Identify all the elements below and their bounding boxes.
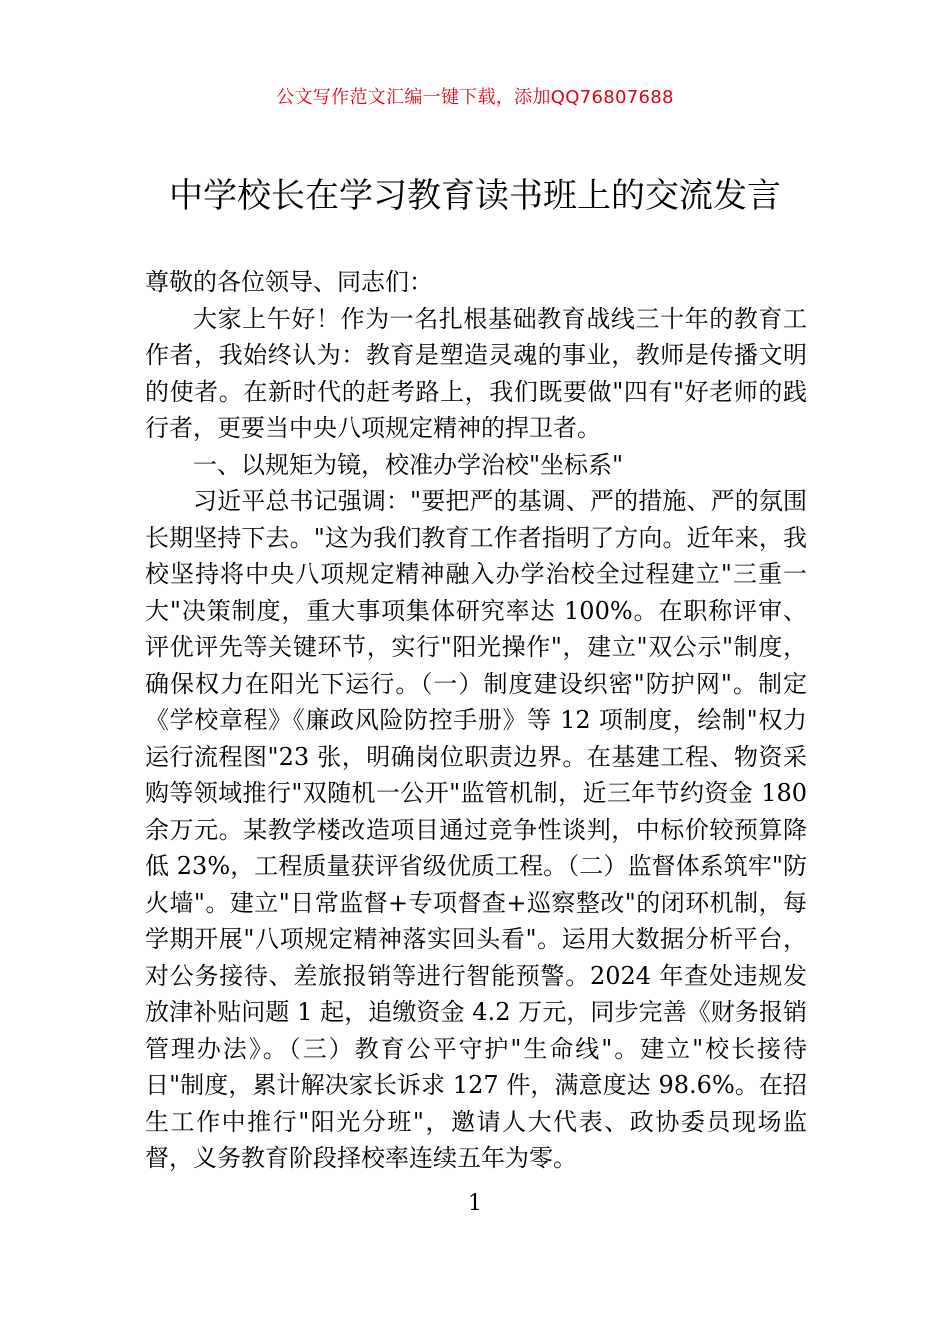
page-number: 1 [468,1191,482,1216]
salutation: 尊敬的各位领导、同志们： [145,268,433,296]
download-notice: 公文写作范文汇编一键下载，添加QQ76807688 [276,87,674,108]
paragraph-main: 习近平总书记强调："要把严的基调、严的措施、严的氛围长期坚持下去。"这为我们教育工作者指明了方向。近年来，我校坚持将中央八项规定精神融入办学治校全过程建立"三重一大"决策制度，重大事项集体研究率达 100%。在职称评审、评优评先等关键环节，实行"阳光操作"，建立"双公示"制度，确保权力在阳光下运行。（一）制度建设织密"防护网"。制定《学校章程》《廉政风险防控手册》等 12 项制度，绘制"权力运行流程图"23 张，明确岗位职责边界。在基建工程、物资采购等领域推行"双随机一公开"监管机制，近三年节约资金 180 余万元。某教学楼改造项目通过竞争性谈判，中标价较预算降低 23%，工程质量获评省级优质工程。（二）监督体系筑牢"防火墙"。建立"日常监督+专项督查+巡察整改"的闭环机制，每学期开展"八项规定精神落实回头看"。运用大数据分析平台，对公务接待、差旅报销等进行智能预警。2024 年查处违规发放津补贴问题 1 起，追缴资金 4.2 万元，同步完善《财务报销管理办法》。（三）教育公平守护"生命线"。建立"校长接待日"制度，累计解决家长诉求 127 件，满意度达 98.6%。在招生工作中推行"阳光分班"，邀请人大代表、政协委员现场监督，义务教育阶段择校率连续五年为零。 [145,487,807,1172]
document-title: 中学校长在学习教育读书班上的交流发言 [169,176,781,216]
document-body [145,264,807,1177]
paragraph-greeting: 大家上午好！作为一名扎根基础教育战线三十年的教育工作者，我始终认为：教育是塑造灵魂的事业，教师是传播文明的使者。在新时代的赶考路上，我们既要做"四有"好老师的践行者，更要当中央八项规定精神的捍卫者。 [145,304,807,442]
section-heading: 一、以规矩为镜，校准办学治校"坐标系" [193,450,624,479]
